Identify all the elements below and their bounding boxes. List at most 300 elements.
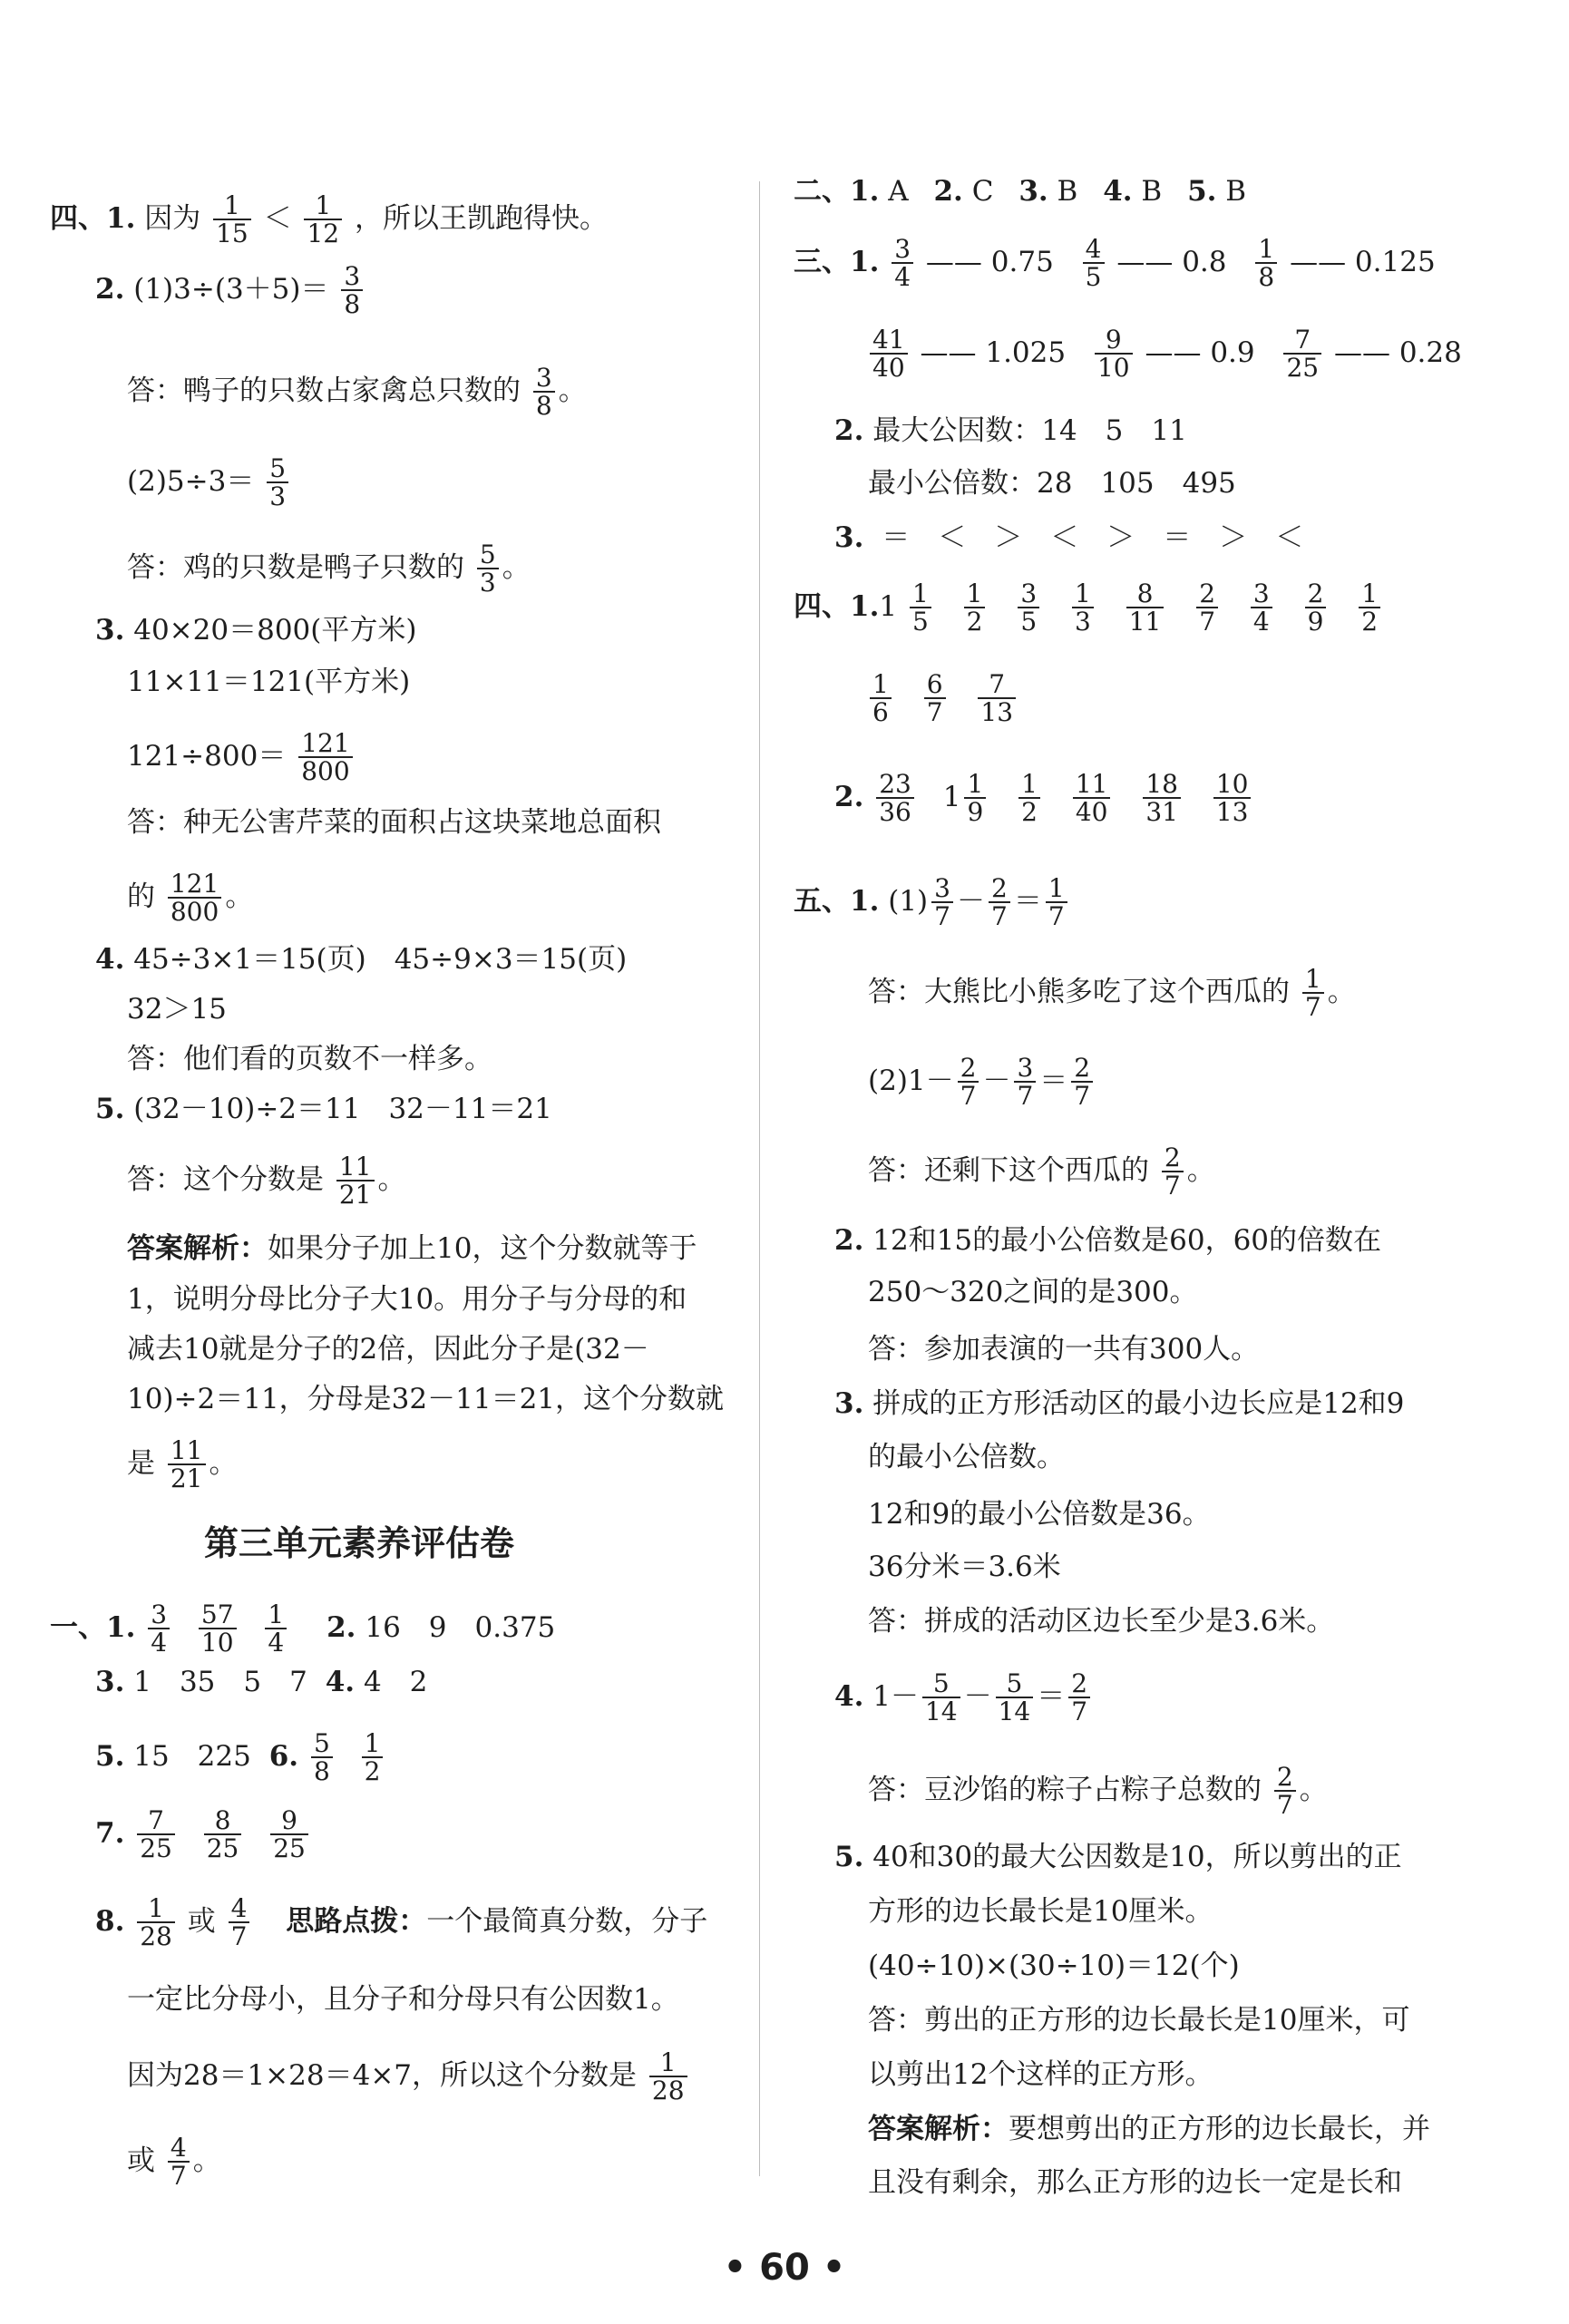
item-label: 二、1. [794,175,880,208]
answer-text: 答：种无公害芹菜的面积占这块菜地总面积 [127,806,661,839]
denominator: 14 [924,1697,958,1727]
fraction [910,580,931,636]
denominator: 21 [170,1463,203,1494]
answer-line [127,1153,406,1209]
solution-text: 拼成的正方形活动区的最小边长应是12和9 [872,1387,1405,1420]
fraction [1302,966,1324,1021]
numerator: 7 [137,1807,175,1835]
numerator: 121 [298,730,352,758]
fraction [362,1730,384,1785]
numerator: 5 [267,455,288,483]
item-5-4 [834,1670,1094,1726]
numerator: 2 [958,1055,979,1083]
numerator: 4 [1083,236,1105,264]
numerator: 9 [1095,326,1133,355]
comparison: 32＞15 [127,993,227,1026]
fraction [213,192,251,248]
equation: (2)1－ [868,1064,954,1097]
answer-line [127,541,531,597]
period: 。 [225,880,254,913]
analysis-text: 1，说明分母比分子大10。用分子与分母的和 [127,1283,687,1316]
fraction [168,1437,206,1493]
answer: A [888,175,909,208]
denominator: 15 [216,219,249,249]
denominator: 28 [651,2076,685,2106]
decimal-match: —— 1.025 [920,335,1067,369]
answer-text: 以剪出12个这样的正方形。 [868,2058,1213,2091]
answer: B [1057,175,1078,208]
analysis-line [127,1437,238,1493]
fraction [1213,771,1252,826]
equation: (32－10)÷2＝11 32－11＝21 [133,1093,552,1125]
answer-text: 最小公倍数：28 105 495 [868,467,1236,500]
fraction [265,1601,287,1657]
period: 。 [209,1446,238,1480]
numerator: 2 [989,875,1010,903]
answer-text: 答：鸭子的只数占家禽总只数的 [127,374,521,407]
fraction [989,875,1010,930]
fraction [1126,580,1165,636]
minus-sign: － [963,1679,992,1713]
fraction [311,1730,333,1785]
denominator: 14 [998,1697,1031,1727]
answer-text: 答：剪出的正方形的边长最长是10厘米，可 [868,2004,1410,2037]
item-label: 2. [95,272,125,306]
denominator: 2 [966,607,983,637]
numerator: 23 [876,771,914,799]
hint-label: 思路点拨： [286,1904,427,1938]
analysis-text: 如果分子加上10，这个分数就等于 [268,1232,697,1265]
denominator: 7 [1164,1171,1181,1201]
answer-line [868,1764,1328,1819]
fraction [1196,580,1218,636]
hint-text: 因为28＝1×28＝4×7，所以这个分数是 [127,2058,638,2092]
denominator: 2 [1021,797,1038,828]
equation: 40×20＝800(平方米) [133,614,417,647]
analysis-text: 且没有剩余，那么正方形的边长一定是长和 [868,2166,1402,2199]
period: 。 [1299,1773,1328,1806]
denominator: 13 [980,697,1014,728]
solution-text: 12和9的最小公倍数是36。 [868,1498,1211,1531]
decimal-match: —— 0.75 [925,245,1054,278]
equation: (1)3÷(3＋5)＝ [133,272,329,306]
denominator: 8 [344,289,361,320]
denominator: 9 [1307,607,1324,637]
fraction [649,2049,687,2105]
period: 。 [377,1162,406,1196]
denominator: 3 [269,481,287,512]
item-label: 2. [834,414,864,447]
numerator: 8 [1126,580,1165,608]
answer-text: 答：拼成的活动区边长至少是3.6米。 [868,1605,1335,1638]
denominator: 21 [338,1180,372,1211]
item-label: 2. [834,780,864,813]
column-divider [759,181,760,2176]
denominator: 7 [170,2161,187,2192]
item-3-3 [834,521,1304,554]
numerator: 10 [1213,771,1252,799]
fraction [1046,875,1067,930]
numerator: 1 [1302,966,1324,994]
item-5-5 [834,1843,1402,1872]
denominator: 7 [934,901,950,932]
equation: (2)5÷3＝ [127,464,255,498]
item-5-3 [834,1387,1405,1420]
item-label: 2. [834,1224,864,1257]
numerator: 3 [1251,580,1272,608]
period: 。 [192,2144,221,2177]
numerator: 1 [362,1730,384,1758]
item-4-2-2 [127,455,292,511]
equation: 1－ [872,1679,919,1713]
item-label: 2. [326,1610,356,1644]
denominator: 11 [1128,607,1162,637]
fraction [533,365,555,420]
fraction [341,263,363,318]
fraction [137,1895,175,1950]
answer-text: 答：这个分数是 [127,1162,324,1196]
answer-values: 16 9 0.375 [365,1610,556,1644]
numerator: 6 [924,671,946,699]
text: 的 [127,880,155,913]
fraction [1068,1670,1090,1726]
item-4-2-1 [95,263,366,318]
denominator: 4 [151,1628,168,1658]
period: 。 [502,550,531,584]
fraction [204,1807,242,1862]
denominator: 7 [1199,607,1216,637]
numerator: 57 [199,1601,237,1629]
numerator: 3 [341,263,363,291]
fraction [1072,580,1094,636]
denominator: 800 [301,756,350,787]
period: 。 [558,374,587,407]
denominator: 12 [307,219,340,249]
numerator: 11 [168,1437,206,1465]
item-5-2 [834,1224,1382,1257]
fraction [477,541,499,597]
answer-text: 答：参加表演的一共有300人。 [868,1333,1260,1366]
analysis-text: 要想剪出的正方形的边长最长，并 [1009,2113,1430,2145]
numerator: 5 [477,541,499,569]
item-label: 4. [95,943,125,976]
answer-line [868,1144,1215,1200]
fraction [1018,580,1039,636]
denominator: 40 [1075,797,1108,828]
fraction [137,1807,175,1862]
denominator: 7 [990,901,1008,932]
denominator: 7 [926,697,943,728]
item-4-4 [95,943,628,976]
decimal-match: —— 0.125 [1290,245,1436,278]
numerator: 1 [649,2049,687,2077]
denominator: 10 [200,1628,234,1658]
denominator: 13 [1215,797,1249,828]
denominator: 7 [1071,1697,1088,1727]
answer-values: 15 225 [133,1739,251,1773]
answer-line [127,365,587,420]
numerator: 121 [168,870,221,899]
fraction [1162,1144,1184,1200]
denominator: 7 [1048,901,1065,932]
item-label: 2. [933,175,963,208]
fraction [1251,580,1272,636]
comparison-signs: ＝ ＜ ＞ ＜ ＞ ＝ ＞ ＜ [882,521,1304,554]
fraction [870,671,892,726]
numerator: 9 [270,1807,308,1835]
item-3-2 [834,414,1187,447]
denominator: 9 [967,797,984,828]
denominator: 3 [1075,607,1091,637]
period: 。 [1186,1153,1215,1187]
denominator: 8 [1258,262,1275,293]
item-5-1-2 [868,1055,1096,1110]
denominator: 8 [313,1756,330,1787]
numerator: 18 [1143,771,1181,799]
hint-line [127,2134,221,2190]
decimal-match: —— 0.9 [1145,335,1255,369]
fraction [1018,771,1040,826]
fraction [168,2134,190,2190]
numerator: 1 [1255,236,1277,264]
item-4-1-right [794,580,1384,636]
denominator: 31 [1145,797,1178,828]
denominator: 10 [1096,353,1130,384]
denominator: 25 [140,1833,172,1864]
minus-sign: － [956,884,985,918]
denominator: 40 [872,353,905,384]
whole-number: 1 [879,589,898,623]
equation: 11×11＝121(平方米) [127,666,411,698]
fraction [978,671,1016,726]
numerator: 3 [533,365,555,393]
equation: 45÷3×1＝15(页) 45÷9×3＝15(页) [133,943,628,976]
fraction [1083,236,1105,291]
item-1-8 [95,1895,707,1950]
item-4-5 [95,1095,552,1123]
numerator: 1 [1046,875,1067,903]
numerator: 1 [964,771,986,799]
denominator: 25 [206,1833,239,1864]
fraction [870,326,908,382]
fraction [964,580,986,636]
item-label: 3. [95,614,125,647]
numerator: 1 [964,580,986,608]
fraction [298,730,352,785]
fraction [1255,236,1277,291]
fraction [199,1601,237,1657]
numerator: 3 [1018,580,1039,608]
item-label: 6. [268,1739,299,1773]
equation [127,730,356,785]
numerator: 1 [1018,771,1040,799]
fraction [996,1670,1034,1726]
numerator: 3 [1014,1055,1036,1083]
text: 因为 [144,201,201,235]
denominator: 5 [911,607,929,637]
decimal-match: —— 0.28 [1333,335,1462,369]
item-1-3-4 [95,1668,427,1697]
numerator: 11 [336,1153,375,1181]
numerator: 3 [148,1601,170,1629]
item-label: 3. [95,1666,125,1698]
item-label: 3. [834,1387,864,1420]
solution-text: 的最小公倍数。 [868,1441,1065,1473]
fraction [931,875,953,930]
answer-text: 答：他们看的页数不一样多。 [127,1043,492,1075]
item-1-5-6 [95,1730,386,1785]
solution-text: 40和30的最大公因数是10，所以剪出的正 [872,1841,1402,1873]
equals-sign: ＝ [1013,884,1042,918]
numerator: 1 [213,192,251,220]
item-label: 五、1. [794,884,880,918]
fraction [1071,1055,1093,1110]
answer-text: 答：大熊比小熊多吃了这个西瓜的 [868,975,1290,1008]
equals-sign: ＝ [1039,1064,1068,1097]
numerator: 2 [1305,580,1327,608]
fraction [922,1670,960,1726]
denominator: 800 [170,897,219,928]
numerator: 1 [1359,580,1380,608]
fraction [964,771,986,826]
text: 或 [127,2144,155,2177]
numerator: 3 [931,875,953,903]
numerator: 4 [168,2134,190,2163]
item-1-1 [50,1601,555,1657]
analysis-text: 10)÷2＝11，分母是32－11＝21，这个分数就 [127,1383,725,1415]
fraction [229,1895,250,1950]
numerator: 5 [311,1730,333,1758]
item-2 [794,175,1247,208]
denominator: 7 [230,1921,248,1952]
fraction [336,1153,375,1209]
fraction [168,870,221,926]
item-4-1-cont [866,671,1019,726]
numerator: 2 [1162,1144,1184,1172]
item-label: 一、1. [50,1610,136,1644]
fraction [1305,580,1327,636]
answer-values: 4 2 [363,1666,428,1698]
page-number: • 60 • [723,2247,846,2289]
whole-number: 1 [942,780,961,813]
equation: (1) [888,884,929,918]
numerator: 2 [1274,1764,1296,1792]
text: 或 [187,1904,216,1938]
item-label: 4. [1103,175,1133,208]
equals-sign: ＝ [1037,1679,1066,1713]
denominator: 4 [1252,607,1270,637]
denominator: 4 [268,1628,285,1658]
hint-text: 一个最简真分数，分子 [426,1904,708,1938]
text: 是 [127,1446,155,1480]
numerator: 1 [870,671,892,699]
analysis-label: 答案解析： [868,2113,1009,2145]
analysis-text: 减去10就是分子的2倍，因此分子是(32－ [127,1333,649,1366]
numerator: 4 [229,1895,250,1923]
item-label: 4. [325,1666,356,1698]
analysis-label: 答案解析： [127,1232,268,1265]
solution-text: 方形的边长最长是10厘米。 [868,1895,1213,1928]
numerator: 7 [1283,326,1321,355]
denominator: 7 [1276,1790,1293,1821]
numerator: 2 [1071,1055,1093,1083]
answer: B [1141,175,1163,208]
denominator: 6 [872,697,889,728]
denominator: 2 [1361,607,1379,637]
item-label: 8. [95,1904,125,1938]
fraction [892,236,913,291]
item-label: 3. [834,521,864,554]
fraction [1274,1764,1296,1819]
fraction [1283,326,1321,382]
numerator: 1 [910,580,931,608]
lt-sign: ＜ [263,201,292,235]
item-label: 四、1. [794,589,880,623]
fraction [1143,771,1181,826]
denominator: 25 [1286,353,1320,384]
answer-line [868,966,1356,1021]
solution-text: (40÷10)×(30÷10)＝12(个) [868,1950,1240,1982]
numerator: 11 [1073,771,1111,799]
denominator: 5 [1020,607,1038,637]
denominator: 7 [1017,1081,1034,1112]
analysis-line [127,1232,697,1265]
denominator: 3 [479,568,496,598]
fraction [270,1807,308,1862]
text: ，所以王凯跑得快。 [354,201,608,235]
hint-line [127,2049,691,2105]
answer: C [971,175,994,208]
minus-sign: － [982,1064,1011,1097]
item-label: 5. [1187,175,1217,208]
numerator: 8 [204,1807,242,1835]
numerator: 1 [304,192,342,220]
fraction [1073,771,1111,826]
hint-text: 一定比分母小，且分子和分母只有公因数1。 [127,1983,679,2016]
denominator: 7 [1304,992,1321,1023]
numerator: 7 [978,671,1016,699]
decimal-match: —— 0.8 [1116,245,1227,278]
solution-text: 250～320之间的是300。 [868,1276,1198,1308]
item-label: 5. [95,1739,125,1773]
numerator: 3 [892,236,913,264]
denominator: 7 [960,1081,977,1112]
numerator: 1 [1072,580,1094,608]
denominator: 8 [535,391,552,422]
item-label: 三、1. [794,245,880,278]
item-label: 四、1. [50,201,136,235]
answer-text: 答：豆沙馅的粽子占粽子总数的 [868,1773,1262,1806]
numerator: 5 [922,1670,960,1698]
denominator: 28 [140,1921,172,1952]
item-label: 3. [1018,175,1048,208]
item-4-3 [95,614,417,647]
item-label: 5. [95,1093,125,1125]
fraction [876,771,914,826]
item-label: 7. [95,1816,125,1850]
solution-text: 12和15的最小公倍数是60，60的倍数在 [872,1224,1382,1257]
denominator: 7 [1074,1081,1091,1112]
fraction [1095,326,1133,382]
fraction [1359,580,1380,636]
item-label: 5. [834,1841,864,1873]
numerator: 5 [996,1670,1034,1698]
section-title: 第三单元素养评估卷 [204,1523,515,1563]
period: 。 [1327,975,1356,1008]
fraction [1014,1055,1036,1110]
answer: B [1225,175,1247,208]
item-4-1 [50,192,608,248]
